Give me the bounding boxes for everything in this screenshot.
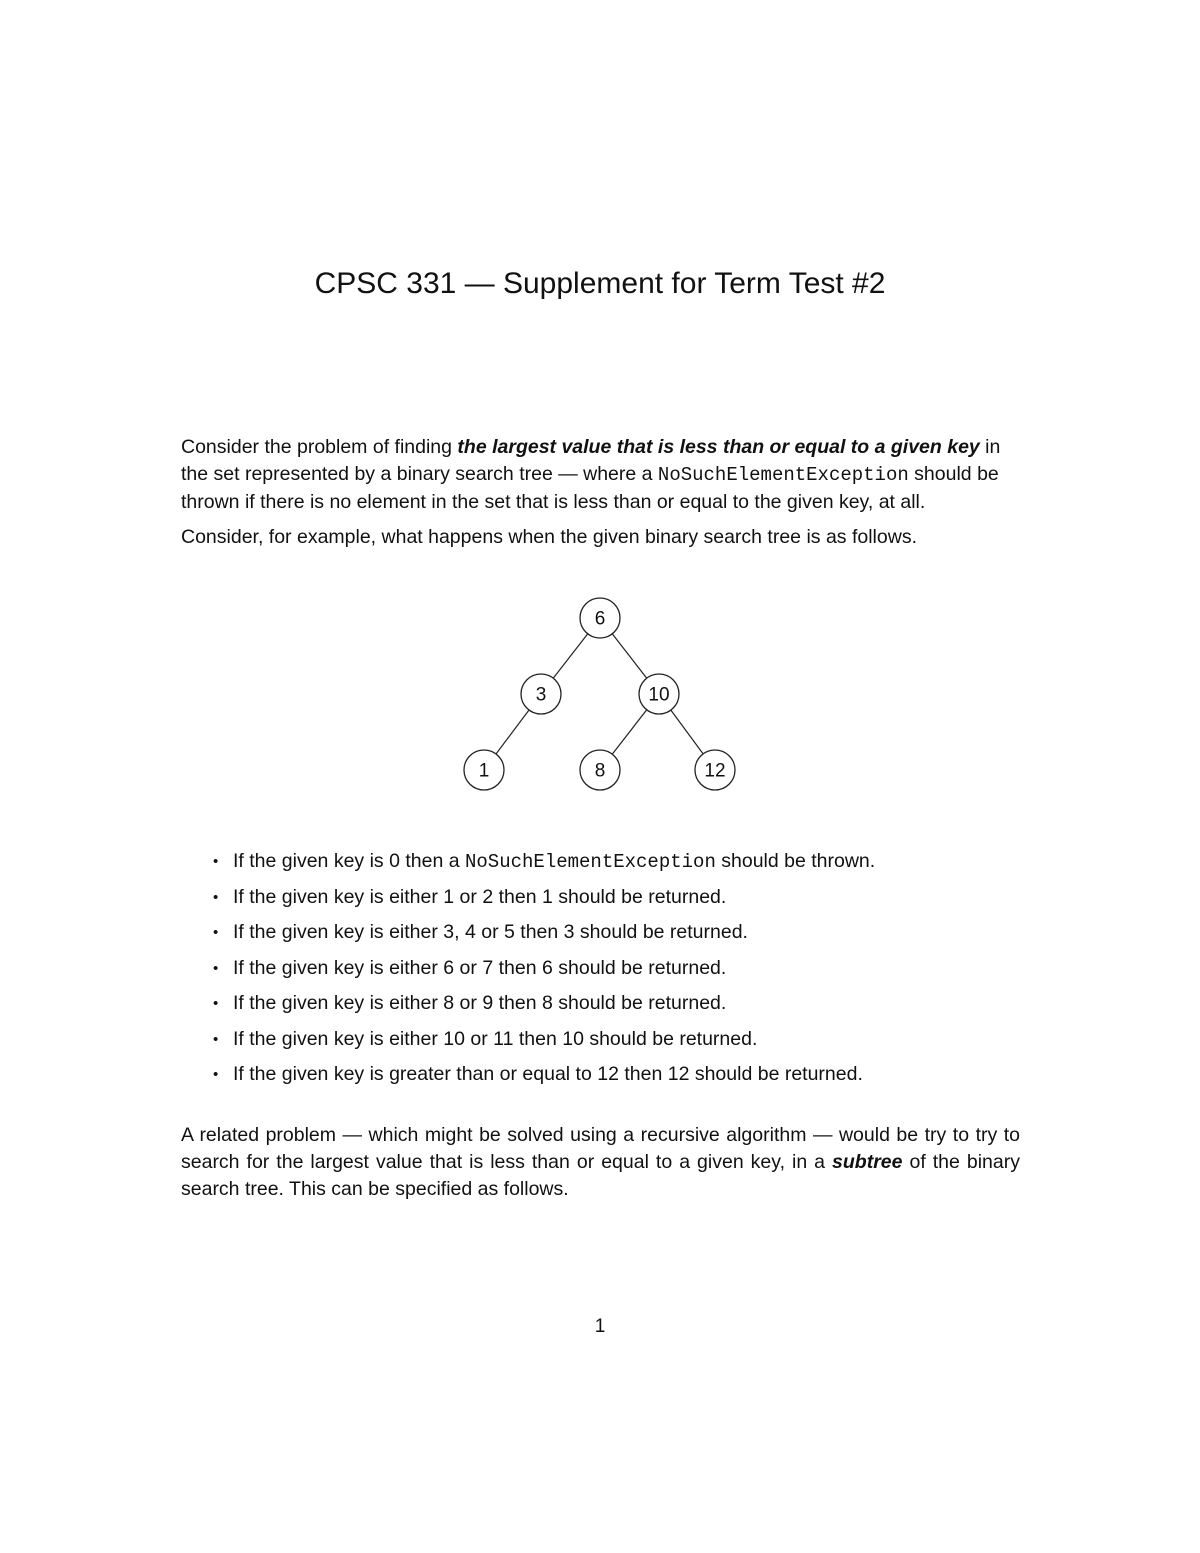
list-item-key: 9: [482, 992, 494, 1014]
list-item-text: If the given key is either: [233, 956, 444, 979]
list-item: [213, 955, 1013, 991]
list-item-text: If the given key is greater than or equal to: [233, 1063, 598, 1085]
list-item-text: then: [514, 921, 564, 943]
list-item-text: should be returned.: [689, 1063, 863, 1085]
list-item-text: or: [454, 992, 483, 1014]
related-text-2: of the binary search tree. This can be specified as follows.: [181, 1151, 1020, 1200]
intro-emphasis: the largest value that is less than or equal to a given key: [457, 436, 980, 458]
list-item-result: 6: [541, 956, 553, 979]
list-item-key: 11: [493, 1027, 514, 1050]
list-item-text: then: [493, 956, 542, 979]
list-item: [213, 1026, 1013, 1062]
list-item-result: 10: [562, 1027, 584, 1050]
intro-paragraph: [181, 434, 1020, 516]
tree-node-label: 12: [704, 760, 726, 782]
intro-text-2: in the set represented by a binary search tree — where a: [181, 436, 1001, 485]
page-number: 1: [594, 1316, 606, 1337]
list-item: [213, 1061, 1013, 1097]
list-item-code: NoSuchElementException: [465, 851, 716, 873]
list-item-key: 3, 4: [443, 921, 476, 943]
list-item-text: If the given key is either: [233, 921, 444, 943]
tree-node-label: 10: [648, 684, 670, 706]
list-item-text: should be returned.: [574, 921, 748, 943]
tree-node-right-right: [695, 750, 735, 790]
tree-node-label: 3: [535, 684, 547, 706]
list-item-text: or: [475, 921, 504, 943]
list-item-text: should be returned.: [583, 1027, 758, 1050]
list-item-text: should be returned.: [552, 885, 727, 908]
intro-code: NoSuchElementException: [657, 464, 909, 486]
list-item-text: then a: [399, 850, 465, 872]
list-item-key: 0: [389, 850, 400, 872]
page-title: CPSC 331 — Supplement for Term Test #2: [314, 267, 886, 300]
list-item-text: should be returned.: [552, 992, 727, 1014]
list-item-key: 1: [443, 885, 455, 908]
related-text-1: A related problem — which might be solved using a recursive algorithm — would be try to try to search for the largest value that is less than or equal to a given key, in a: [181, 1124, 1020, 1173]
list-item: [213, 848, 1013, 884]
list-item: [213, 990, 1013, 1026]
intro-text-3: should be thrown if there is no element in the set that is less than or equal to the given key, at all.: [181, 463, 999, 513]
binary-search-tree-diagram: [440, 588, 760, 808]
list-item-text: If the given key is either: [233, 1027, 444, 1050]
list-item-text: then: [493, 885, 542, 908]
list-item-key: 7: [482, 956, 494, 979]
list-item-key: 12: [597, 1063, 619, 1085]
intro-text-1: Consider the problem of finding: [181, 436, 458, 458]
example-paragraph: Consider, for example, what happens when the given binary search tree is as follows.: [181, 526, 917, 548]
list-item-text: or: [454, 885, 483, 908]
list-item-key: 10: [443, 1027, 465, 1050]
list-item-key: 2: [482, 885, 494, 908]
list-item-result: 8: [541, 992, 553, 1014]
tree-node-label: 1: [478, 760, 490, 782]
related-problem-paragraph: [181, 1122, 1020, 1203]
list-item: [213, 884, 1013, 920]
list-item-result: 12: [667, 1063, 690, 1085]
list-item-key: 8: [443, 992, 455, 1014]
list-item-text: If the given key is either: [233, 992, 444, 1014]
list-item-text: If the given key is: [233, 850, 390, 872]
tree-node-root: [580, 598, 620, 638]
list-item-key: 6: [443, 956, 455, 979]
list-item-text: If the given key is either: [233, 885, 444, 908]
list-item: [213, 919, 1013, 955]
tree-node-right: [639, 674, 679, 714]
related-emphasis: subtree: [832, 1151, 903, 1173]
tree-node-left: [521, 674, 561, 714]
list-item-key: 5: [504, 921, 515, 943]
list-item-text: should be thrown.: [715, 850, 876, 872]
tree-node-label: 8: [594, 760, 606, 782]
list-item-text: or: [454, 956, 483, 979]
tree-node-label: 6: [594, 608, 606, 630]
list-item-text: then: [618, 1063, 668, 1085]
list-item-text: should be returned.: [552, 956, 727, 979]
list-item-result: 1: [541, 885, 553, 908]
cases-list: [213, 848, 1013, 1097]
tree-node-left-left: [464, 750, 504, 790]
tree-node-right-left: [580, 750, 620, 790]
list-item-text: or: [464, 1027, 494, 1050]
list-item-result: 3: [563, 921, 575, 943]
list-item-text: then: [493, 992, 542, 1014]
list-item-text: then: [513, 1027, 563, 1050]
